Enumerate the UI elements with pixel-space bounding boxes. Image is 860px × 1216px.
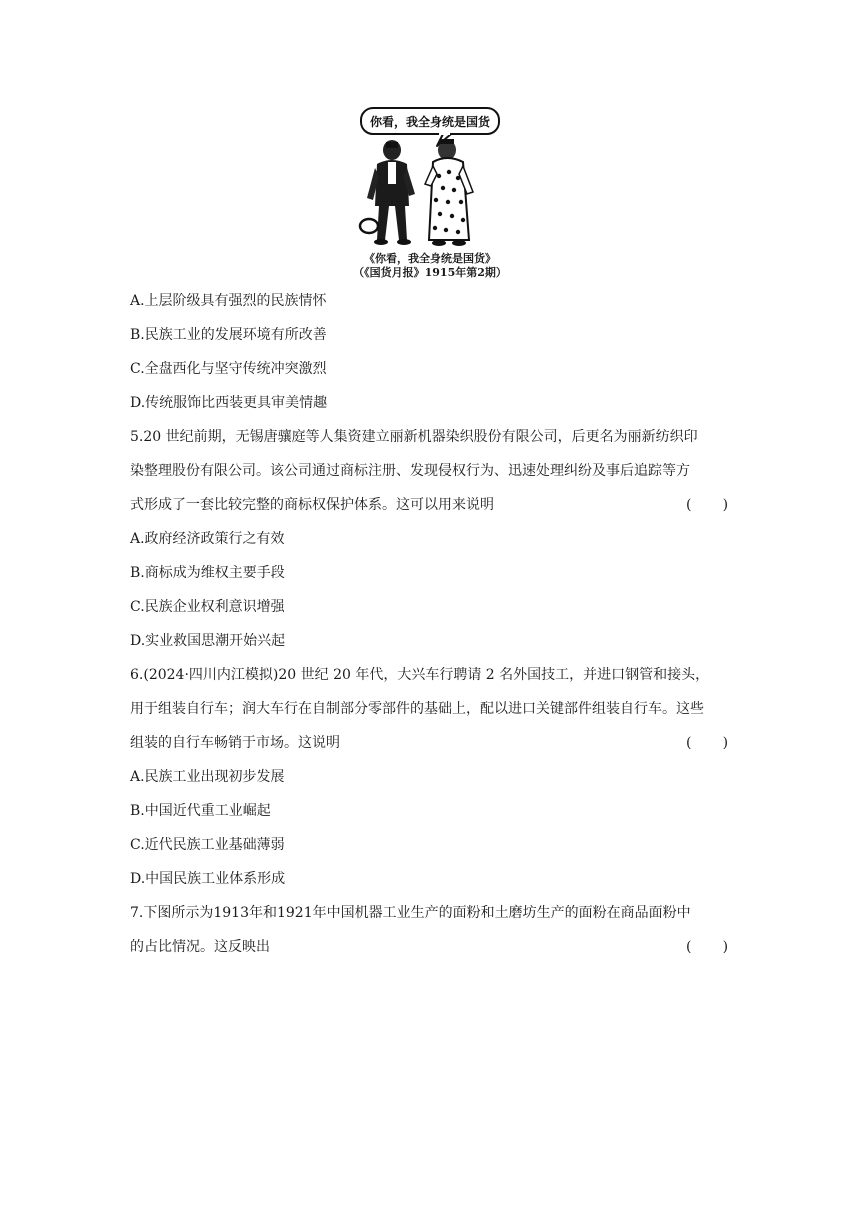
q4-option-c: C.全盘西化与坚守传统冲突激烈 [130,361,327,377]
figure-caption-title: 《你看，我全身统是国货》 [364,252,496,265]
q5-answer-paren: ( ) [686,497,729,513]
q5-option-a: A.政府经济政策行之有效 [130,531,285,547]
q4-option-a: A.上层阶级具有强烈的民族情怀 [130,293,327,309]
cartoon-drawing [355,106,505,256]
q5-stem-line-1: 5.20 世纪前期，无锡唐骧庭等人集资建立丽新机器染织股份有限公司，后更名为丽新纺织印 [130,429,698,445]
q5-option-b: B.商标成为维权主要手段 [130,565,285,581]
q5-option-c: C.民族企业权利意识增强 [130,599,285,615]
q6-option-c: C.近代民族工业基础薄弱 [130,837,285,853]
q7-stem-line-1: 7.下图所示为1913年和1921年中国机器工业生产的面粉和土磨坊生产的面粉在商品面粉中 [130,905,691,921]
q6-stem-line-3: 组装的自行车畅销于市场。这说明 [130,735,340,751]
q6-stem-line-2: 用于组装自行车；润大车行在自制部分零部件的基础上，配以进口关键部件组装自行车。这些 [130,701,704,717]
q6-answer-paren: ( ) [686,735,729,751]
q5-stem-line-3: 式形成了一套比较完整的商标权保护体系。这可以用来说明 [130,497,494,513]
q5-option-d: D.实业救国思潮开始兴起 [130,633,286,649]
figure-caption-source: （《国货月报》1915年第2期） [353,266,507,279]
speech-bubble-text: 你看，我全身统是国货 [369,115,491,129]
q5-stem-line-2: 染整理股份有限公司。该公司通过商标注册、发现侵权行为、迅速处理纠纷及事后追踪等方 [130,463,690,479]
q6-option-b: B.中国近代重工业崛起 [130,803,271,819]
q6-stem-line-1: 6.(2024·四川内江模拟)20 世纪 20 年代，大兴车行聘请 2 名外国技工，并进口钢管和接头， [130,667,710,683]
q4-option-d: D.传统服饰比西装更具审美情趣 [130,395,328,411]
q4-option-b: B.民族工业的发展环境有所改善 [130,327,327,343]
q6-option-a: A.民族工业出现初步发展 [130,769,285,785]
q6-option-d: D.中国民族工业体系形成 [130,871,286,887]
q7-answer-paren: ( ) [686,939,729,955]
q7-stem-line-2: 的占比情况。这反映出 [130,939,270,955]
